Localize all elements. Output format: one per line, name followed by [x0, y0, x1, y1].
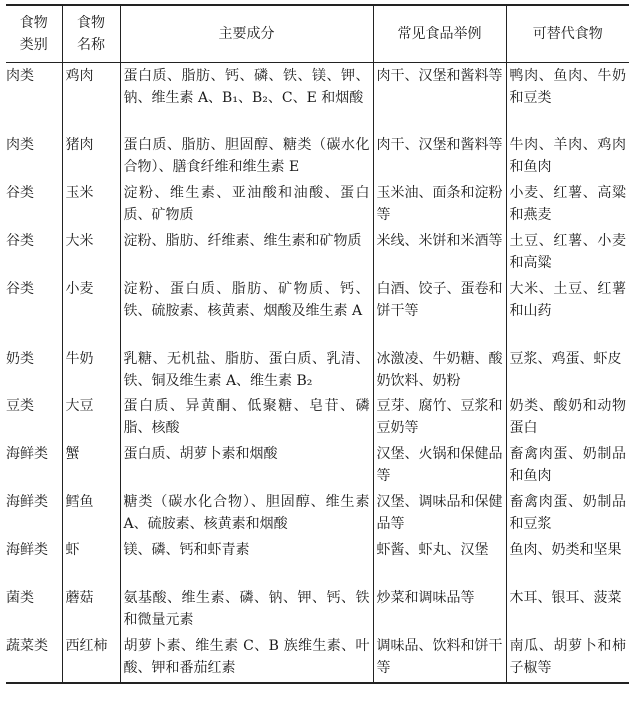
cell-examples: 汉堡、火锅和保健品等: [373, 441, 506, 489]
cell-substitutes: 鸭肉、鱼肉、牛奶和豆类: [506, 63, 629, 133]
cell-components: 乳糖、无机盐、脂肪、蛋白质、乳清、铁、铜及维生素 A、维生素 B₂: [120, 346, 373, 393]
table-row: [6, 228, 629, 276]
cell-substitutes: 木耳、银耳、菠菜: [506, 585, 629, 633]
cell-examples: 虾酱、虾丸、汉堡: [373, 537, 506, 585]
cell-substitutes: 畜禽肉蛋、奶制品和豆浆: [506, 489, 629, 537]
cell-components: 蛋白质、脂肪、钙、磷、铁、镁、钾、钠、维生素 A、B₁、B₂、C、E 和烟酸: [120, 63, 373, 133]
table-row: [6, 633, 629, 683]
cell-category: 肉类: [6, 68, 34, 84]
table-body: [6, 63, 629, 684]
cell-category: 海鲜类: [6, 542, 48, 558]
table-row: [6, 585, 629, 633]
table-row: [6, 276, 629, 346]
header-row: [6, 5, 629, 63]
cell-name: 鳕鱼: [62, 489, 120, 537]
cell-substitutes: 土豆、红薯、小麦和高粱: [506, 228, 629, 276]
cell-name: 大米: [62, 228, 120, 276]
cell-components: 淀粉、蛋白质、脂肪、矿物质、钙、铁、硫胺素、核黄素、烟酸及维生素 A: [120, 276, 373, 346]
cell-category: 豆类: [6, 398, 34, 414]
cell-name: 猪肉: [62, 132, 120, 180]
header-category: 食物 类别: [19, 15, 48, 53]
cell-substitutes: 南瓜、胡萝卜和柿子椒等: [506, 633, 629, 683]
cell-substitutes: 豆浆、鸡蛋、虾皮: [506, 346, 629, 393]
cell-substitutes: 鱼肉、奶类和坚果: [506, 537, 629, 585]
cell-name: 牛奶: [62, 346, 120, 393]
table-row: [6, 393, 629, 441]
cell-category: 谷类: [6, 281, 34, 297]
cell-components: 蛋白质、异黄酮、低聚糖、皂苷、磷脂、核酸: [120, 393, 373, 441]
cell-components: 镁、磷、钙和虾青素: [120, 537, 373, 585]
cell-category: 海鲜类: [6, 494, 48, 510]
table-row: [6, 537, 629, 585]
cell-category: 海鲜类: [6, 446, 48, 462]
cell-examples: 白酒、饺子、蛋卷和饼干等: [373, 276, 506, 346]
cell-components: 淀粉、脂肪、纤维素、维生素和矿物质: [120, 228, 373, 276]
cell-examples: 肉干、汉堡和酱料等: [373, 132, 506, 180]
cell-examples: 调味品、饮料和饼干等: [373, 633, 506, 683]
header-substitutes: 可替代食物: [506, 5, 629, 63]
cell-category: 蔬菜类: [6, 638, 48, 654]
cell-name: 蟹: [62, 441, 120, 489]
cell-examples: 炒菜和调味品等: [373, 585, 506, 633]
header-name: 食物 名称: [62, 5, 120, 63]
cell-name: 虾: [62, 537, 120, 585]
cell-name: 鸡肉: [62, 63, 120, 133]
table-row: [6, 180, 629, 228]
cell-category: 肉类: [6, 137, 34, 153]
cell-category: 谷类: [6, 233, 34, 249]
cell-components: 氨基酸、维生素、磷、钠、钾、钙、铁和微量元素: [120, 585, 373, 633]
cell-name: 大豆: [62, 393, 120, 441]
table-header: [6, 5, 629, 63]
cell-components: 胡萝卜素、维生素 C、B 族维生素、叶酸、钾和番茄红素: [120, 633, 373, 683]
cell-examples: 玉米油、面条和淀粉等: [373, 180, 506, 228]
food-composition-table: [6, 4, 629, 684]
cell-examples: 豆芽、腐竹、豆浆和豆奶等: [373, 393, 506, 441]
table-row: [6, 63, 629, 133]
table-row: [6, 346, 629, 393]
cell-substitutes: 奶类、酸奶和动物蛋白: [506, 393, 629, 441]
cell-substitutes: 小麦、红薯、高粱和燕麦: [506, 180, 629, 228]
cell-name: 玉米: [62, 180, 120, 228]
cell-examples: 冰激凌、牛奶糖、酸奶饮料、奶粉: [373, 346, 506, 393]
cell-name: 西红柿: [62, 633, 120, 683]
header-components: 主要成分: [120, 5, 373, 63]
cell-substitutes: 大米、土豆、红薯和山药: [506, 276, 629, 346]
table-row: [6, 441, 629, 489]
cell-examples: 米线、米饼和米酒等: [373, 228, 506, 276]
cell-examples: 汉堡、调味品和保健品等: [373, 489, 506, 537]
table-row: [6, 132, 629, 180]
cell-components: 糖类（碳水化合物）、胆固醇、维生素 A、硫胺素、核黄素和烟酸: [120, 489, 373, 537]
cell-name: 小麦: [62, 276, 120, 346]
cell-category: 菌类: [6, 590, 34, 606]
header-examples: 常见食品举例: [373, 5, 506, 63]
cell-components: 蛋白质、脂肪、胆固醇、糖类（碳水化合物）、膳食纤维和维生素 E: [120, 132, 373, 180]
cell-substitutes: 畜禽肉蛋、奶制品和鱼肉: [506, 441, 629, 489]
cell-substitutes: 牛肉、羊肉、鸡肉和鱼肉: [506, 132, 629, 180]
cell-examples: 肉干、汉堡和酱料等: [373, 63, 506, 133]
cell-category: 谷类: [6, 185, 34, 201]
cell-components: 蛋白质、胡萝卜素和烟酸: [120, 441, 373, 489]
cell-name: 蘑菇: [62, 585, 120, 633]
table-row: [6, 489, 629, 537]
cell-components: 淀粉、维生素、亚油酸和油酸、蛋白质、矿物质: [120, 180, 373, 228]
cell-category: 奶类: [6, 351, 34, 367]
